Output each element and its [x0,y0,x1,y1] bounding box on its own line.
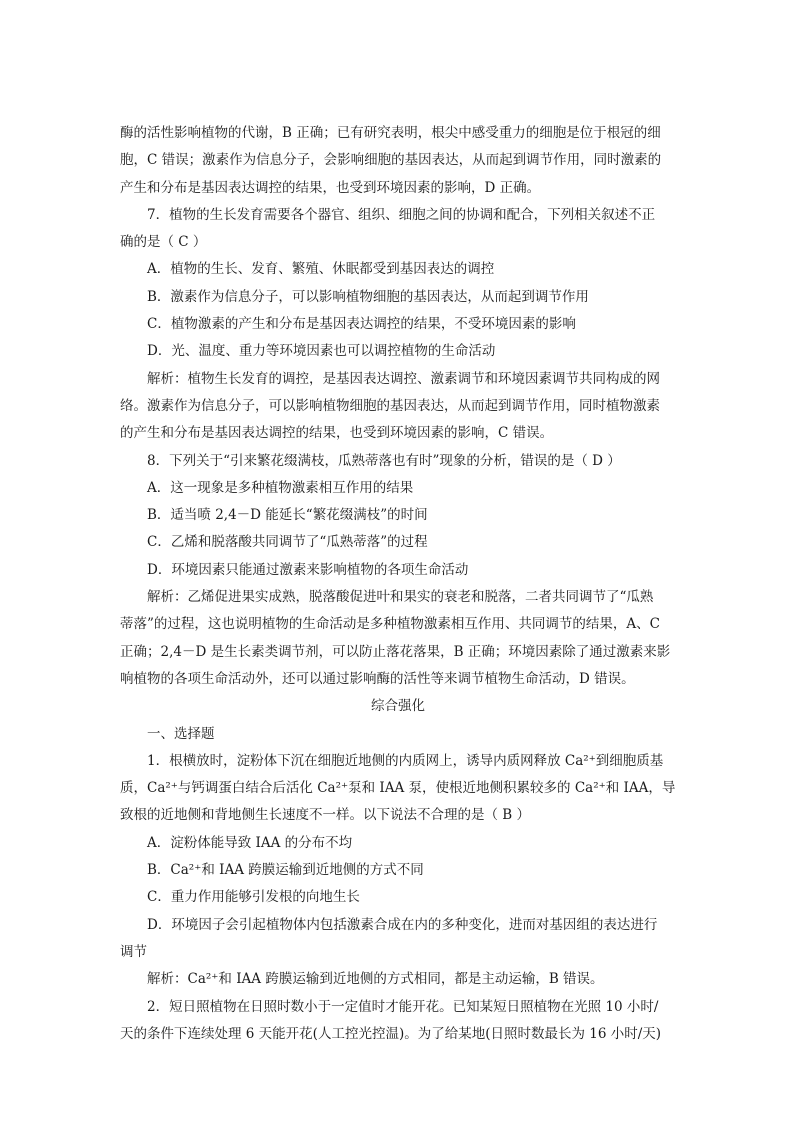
text-line: 的产生和分布是基因表达调控的结果，也受到环境因素的影响，C 错误。 [120,425,554,442]
question-1-stem: 1．根横放时，淀粉体下沉在细胞近地侧的内质网上，诱导内质网释放 Ca²⁺到细胞质基 [147,752,664,769]
text-line: 响植物的各项生命活动外，还可以通过影响酶的活性等来调节植物生命活动，D 错误。 [120,670,635,687]
option-a: A．淀粉体能导致 IAA 的分布不均 [147,834,353,851]
text-line: 天的条件下连续处理 6 天能开花(人工控光控温)。为了给某地(日照时数最长为 16 小时/天) [120,1025,662,1042]
subsection-title: 一、选择题 [147,725,215,742]
section-title: 综合强化 [371,698,425,715]
text-line: 致根的近地侧和背地侧生长速度不一样。以下说法不合理的是（ B ） [120,807,531,824]
option-d: D．光、温度、重力等环境因素也可以调控植物的生命活动 [147,343,496,360]
question-2-stem: 2．短日照植物在日照时数小于一定值时才能开花。已知某短日照植物在光照 10 小时/ [147,998,659,1015]
text-line: 调节 [120,943,147,960]
text-line: 胞，C 错误；激素作为信息分子，会影响细胞的基因表达，从而起到调节作用，同时激素的 [120,152,662,169]
analysis-7: 解析：植物生长发育的调控，是基因表达调控、激素调节和环境因素调节共同构成的网 [147,370,660,387]
document-page [120,120,676,1048]
question-8-stem: 8．下列关于“引来繁花缀满枝，瓜熟蒂落也有时”现象的分析，错误的是（ D ） [147,452,621,469]
option-d: D．环境因子会引起植物体内包括激素合成在内的多种变化，进而对基因组的表达进行 [147,916,658,933]
option-b: B．Ca²⁺和 IAA 跨膜运输到近地侧的方式不同 [147,862,424,879]
text-line: 产生和分布是基因表达调控的结果，也受到环境因素的影响，D 正确。 [120,179,541,196]
option-b: B．激素作为信息分子，可以影响植物细胞的基因表达，从而起到调节作用 [147,288,589,305]
question-7-stem: 7．植物的生长发育需要各个器官、组织、细胞之间的协调和配合，下列相关叙述不正 [147,206,656,223]
text-line: 蒂落”的过程，这也说明植物的生命活动是多种植物激素相互作用、共同调节的结果，A、C [120,616,660,633]
option-c: C．植物激素的产生和分布是基因表达调控的结果，不受环境因素的影响 [147,316,576,333]
text-line: 质，Ca²⁺与钙调蛋白结合后活化 Ca²⁺泵和 IAA 泵，使根近地侧积累较多的 Ca²⁺和 IAA，导 [120,780,676,797]
option-a: A．这一现象是多种植物激素相互作用的结果 [147,479,414,496]
analysis-1: 解析：Ca²⁺和 IAA 跨膜运输到近地侧的方式相同，都是主动运输，B 错误。 [147,971,604,988]
option-a: A．植物的生长、发育、繁殖、休眠都受到基因表达的调控 [147,261,495,278]
analysis-8: 解析：乙烯促进果实成熟，脱落酸促进叶和果实的衰老和脱落，二者共同调节了“瓜熟 [147,589,654,606]
option-b: B．适当喷 2,4－D 能延长“繁花缀满枝”的时间 [147,507,428,524]
text-line: 正确；2,4－D 是生长素类调节剂，可以防止落花落果，B 正确；环境因素除了通过激素来影 [120,643,671,660]
text-line: 络。激素作为信息分子，可以影响植物细胞的基因表达，从而起到调节作用，同时植物激素 [120,397,660,414]
question-7-stem-cont: 确的是（ C ） [120,234,207,251]
option-c: C．重力作用能够引发根的向地生长 [147,889,360,906]
text-line: 酶的活性影响植物的代谢，B 正确；已有研究表明，根尖中感受重力的细胞是位于根冠的细 [120,125,661,141]
option-c: C．乙烯和脱落酸共同调节了“瓜熟蒂落”的过程 [147,534,428,551]
option-d: D．环境因素只能通过激素来影响植物的各项生命活动 [147,561,469,578]
